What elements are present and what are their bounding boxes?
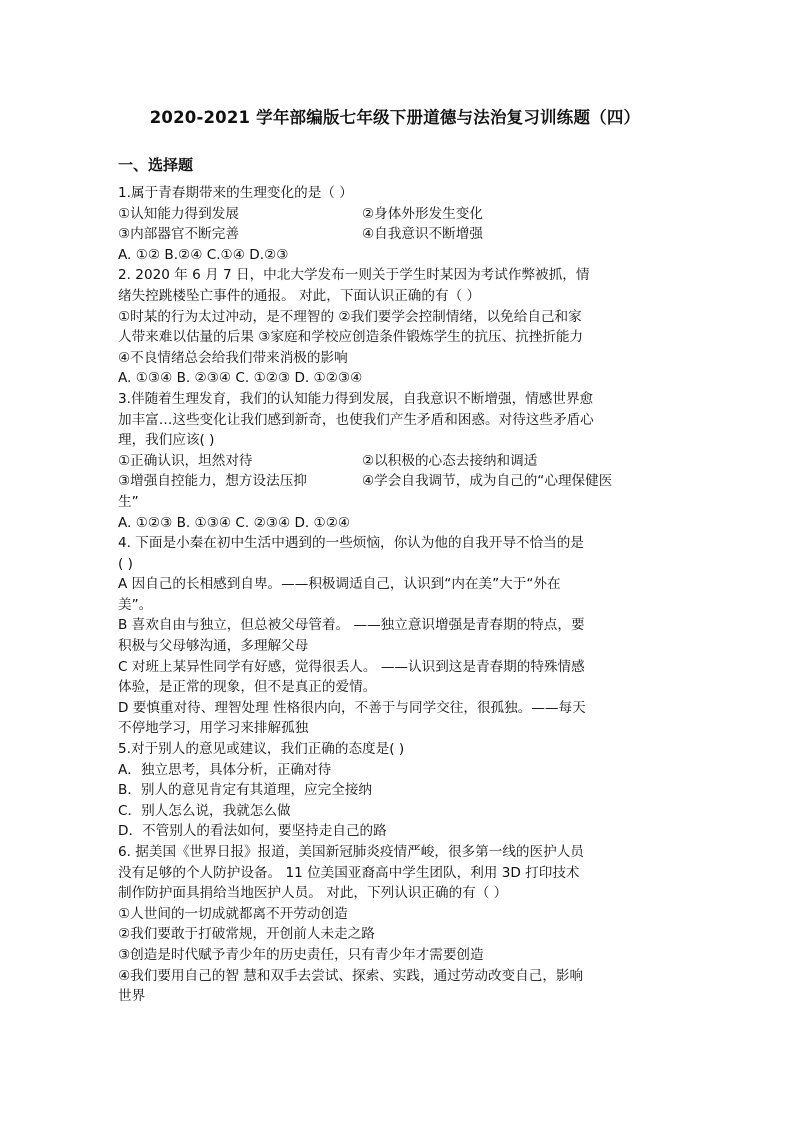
q4-option-a-1: A 因自己的长相感到自卑。——积极调适自己，认识到“内在美”大于“外在 (118, 576, 561, 593)
q5-option-a: A．独立思考，具体分析，正确对待 (118, 761, 332, 778)
q1-option-4: ④自我意识不断增强 (362, 226, 483, 243)
q4-option-d-1: D 要慎重对待、理智处理 性格很内向，不善于与同学交往，很孤独。——每天 (118, 699, 586, 716)
q4-option-b-1: B 喜欢自由与独立，但总被父母管着。 ——独立意识增强是青春期的特点，要 (118, 617, 585, 634)
q3-line-1: 3.伴随着生理发育，我们的认知能力得到发展，自我意识不断增强，情感世界愈 (118, 390, 594, 407)
q2-line-4: 人带来难以估量的后果 ③家庭和学校应创造条件锻炼学生的抗压、抗挫折能力 (118, 329, 584, 346)
q3-option-2: ②以积极的心态去接纳和调适 (362, 452, 538, 469)
q3-options-row-1 (118, 451, 678, 472)
q3-option-3: ③增强自控能力，想方设法压抑 (118, 473, 307, 490)
question-4 (118, 533, 678, 739)
question-1 (118, 183, 678, 265)
q1-option-2: ②身体外形发生变化 (362, 205, 483, 222)
q2-line-5: ④不良情绪总会给我们带来消极的影响 (118, 349, 348, 366)
q3-option-4-cont: 生” (118, 493, 139, 510)
q6-option-2: ②我们要敢于打破常规，开创前人未走之路 (118, 926, 375, 943)
q4-option-a-2: 美”。 (118, 596, 153, 613)
question-3 (118, 389, 678, 533)
document-page (118, 104, 678, 1007)
question-2 (118, 265, 678, 389)
q4-option-d-2: 不停地学习，用学习来排解孤独 (118, 720, 309, 737)
q3-options-row-2 (118, 471, 678, 492)
q6-line-1: 6. 据美国《世界日报》报道，美国新冠肺炎疫情严峻，很多第一线的医护人员 (118, 844, 584, 860)
q5-stem: 5.对于别人的意见或建议，我们正确的态度是( ) (118, 741, 405, 758)
q4-line-2: ( ) (118, 555, 133, 572)
q2-line-3: ①时某的行为太过冲动，是不理智的 ②我们要学会控制情绪，以免给自己和家 (118, 308, 582, 325)
q4-option-c-2: 体验，是正常的现象，但不是真正的爱情。 (118, 679, 377, 696)
section-heading: 一、选择题 (118, 156, 194, 174)
question-5 (118, 739, 678, 842)
q2-line-2: 绪失控跳楼坠亡事件的通报。 对此，下面认识正确的有（ ） (118, 287, 481, 304)
q1-options-row-1 (118, 204, 678, 225)
q4-option-c-1: C 对班上某异性同学有好感，觉得很丢人。 ——认识到这是青春期的特殊情感 (118, 658, 585, 675)
q3-option-1: ①正确认识，坦然对待 (118, 452, 253, 469)
q6-option-4-cont: 世界 (118, 988, 146, 1005)
page-title: 2020-2021 学年部编版七年级下册道德与法治复习训练题（四） (149, 108, 641, 127)
q4-line-1: 4. 下面是小秦在初中生活中遇到的一些烦恼，你认为他的自我开导不恰当的是 (118, 535, 584, 552)
q5-option-b: B．别人的意见肯定有其道理，应完全接纳 (118, 782, 373, 799)
q1-options-row-2 (118, 224, 678, 245)
q3-option-4: ④学会自我调节，成为自己的“心理保健医 (362, 473, 613, 490)
q5-option-d: D．不管别人的看法如何，要坚持走自己的路 (118, 823, 387, 840)
q6-option-3: ③创造是时代赋予青少年的历史责任，只有青少年才需要创造 (118, 946, 484, 963)
q2-answer-choices: A. ①③④ B. ②③④ C. ①②③ D. ①②③④ (118, 370, 363, 387)
q1-answer-choices: A. ①② B.②④ C.①④ D.②③ (118, 246, 289, 263)
q4-option-b-2: 积极与父母够沟通，多理解父母 (118, 638, 309, 655)
q5-option-c: C．别人怎么说，我就怎么做 (118, 802, 291, 819)
q3-line-2: 加丰富…这些变化让我们感到新奇，也使我们产生矛盾和困惑。对待这些矛盾心 (118, 411, 594, 428)
q6-line-2: 没有足够的个人防护设备。 11 位美国亚裔高中学生团队，利用 3D 打印技术 (118, 864, 580, 881)
q3-line-3: 理，我们应该( ) (118, 432, 215, 449)
q1-option-3: ③内部器官不断完善 (118, 226, 239, 243)
q1-option-1: ①认知能力得到发展 (118, 205, 239, 222)
q6-option-1: ①人世间的一切成就都离不开劳动创造 (118, 905, 348, 922)
q6-line-3: 制作防护面具捐给当地医护人员。 对此，下列认识正确的有（ ） (118, 885, 508, 902)
q1-stem: 1.属于青春期带来的生理变化的是（ ） (118, 185, 353, 201)
q2-line-1: 2. 2020 年 6 月 7 日，中北大学发布一则关于学生时某因为考试作弊被抓，情 (118, 267, 590, 284)
q3-answer-choices: A. ①②③ B. ①③④ C. ②③④ D. ①②④ (118, 514, 351, 531)
question-6 (118, 842, 678, 1007)
q6-option-4: ④我们要用自己的智 慧和双手去尝试、探索、实践，通过劳动改变自己，影响 (118, 967, 584, 984)
